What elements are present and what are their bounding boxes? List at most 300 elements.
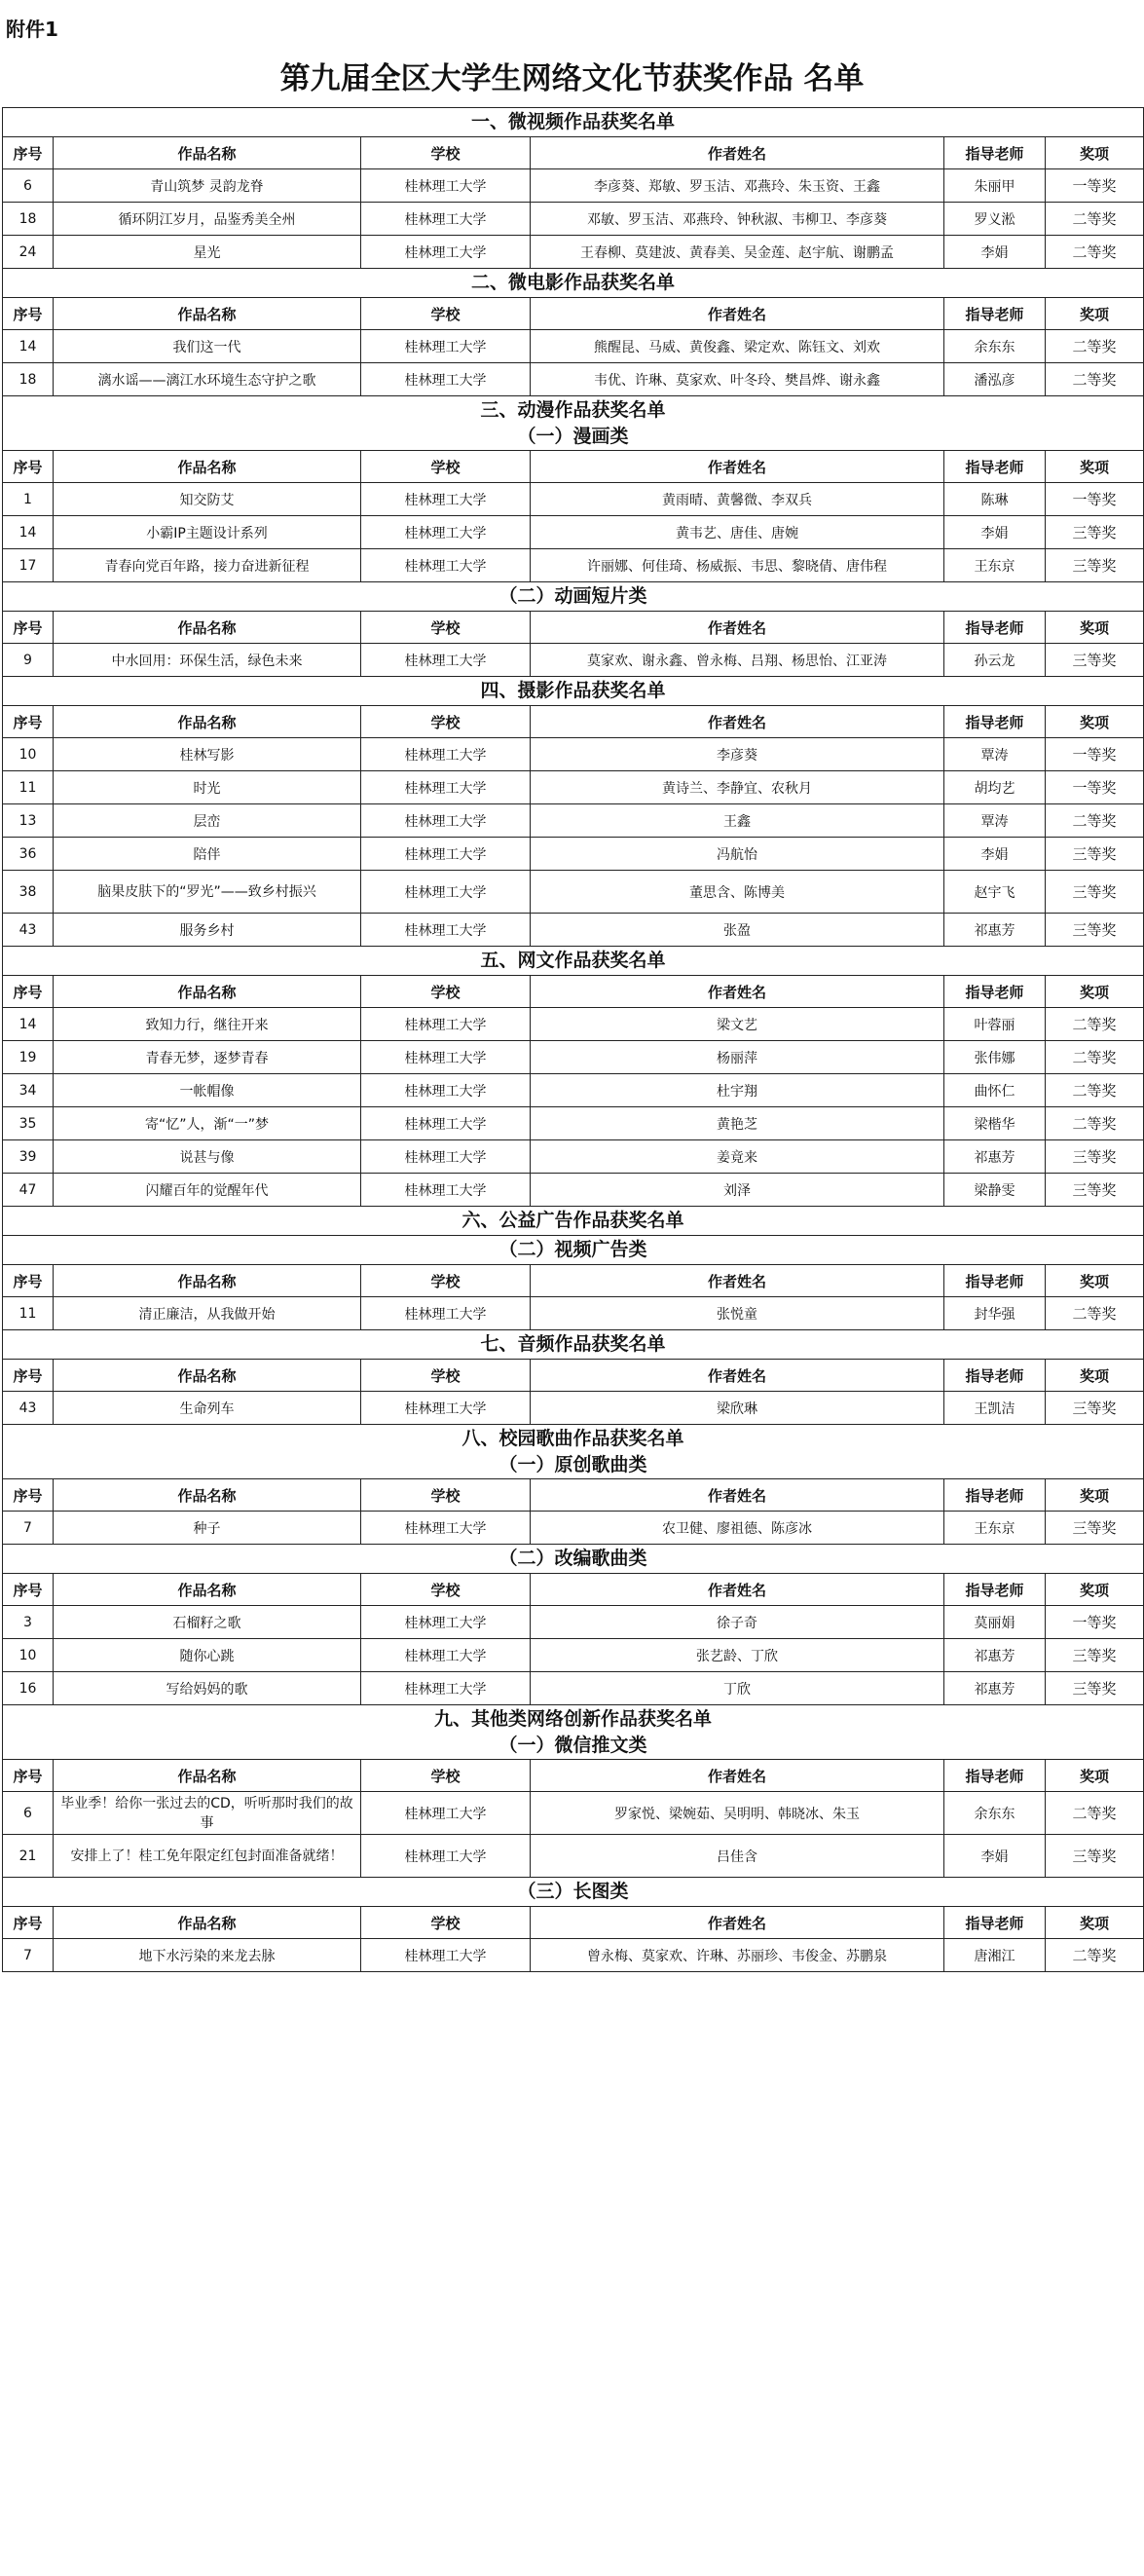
school: 桂林理工大学 [361,1297,531,1330]
section-title-row [3,947,1144,976]
work-title: 寄“忆”人，渐“一”梦 [54,1107,361,1140]
advisor: 余东东 [944,1792,1046,1835]
row-number: 13 [3,804,54,838]
work-title: 桂林写影 [54,738,361,771]
school: 桂林理工大学 [361,914,531,947]
table-row [3,1392,1144,1425]
award: 二等奖 [1046,1008,1144,1041]
section-title-row [3,108,1144,137]
header-advisor: 指导老师 [944,1907,1046,1939]
school: 桂林理工大学 [361,549,531,582]
header-work-title: 作品名称 [54,1907,361,1939]
work-title: 中水回用：环保生活，绿色未来 [54,644,361,677]
section-title-row [3,396,1144,451]
work-title: 漓水谣——漓江水环境生态守护之歌 [54,363,361,396]
row-number: 34 [3,1074,54,1107]
header-school: 学校 [361,1265,531,1297]
table-row [3,1939,1144,1972]
authors: 张艺龄、丁欣 [531,1639,944,1672]
section-title-line: （二）视频广告类 [498,1239,647,1260]
header-number: 序号 [3,612,54,644]
award: 三等奖 [1046,1392,1144,1425]
section-title-line: （二）动画短片类 [498,585,647,607]
section-title-row [3,1705,1144,1760]
header-number: 序号 [3,976,54,1008]
authors: 韦优、许琳、莫家欢、叶冬玲、樊昌烨、谢永鑫 [531,363,944,396]
section-title [3,582,1144,612]
table-row [3,363,1144,396]
section-title-row [3,677,1144,706]
header-award: 奖项 [1046,451,1144,483]
award: 一等奖 [1046,483,1144,516]
advisor: 李娟 [944,236,1046,269]
school: 桂林理工大学 [361,1008,531,1041]
award-table [2,107,1144,1972]
advisor: 莫丽娟 [944,1606,1046,1639]
table-row [3,1074,1144,1107]
header-advisor: 指导老师 [944,1574,1046,1606]
header-work-title: 作品名称 [54,1760,361,1792]
work-title: 安排上了！桂工免年限定红包封面准备就绪！ [54,1835,361,1878]
row-number: 35 [3,1107,54,1140]
authors: 刘泽 [531,1174,944,1207]
header-award: 奖项 [1046,612,1144,644]
work-title: 说甚与像 [54,1140,361,1174]
award: 二等奖 [1046,804,1144,838]
award: 一等奖 [1046,169,1144,203]
advisor: 孙云龙 [944,644,1046,677]
header-authors: 作者姓名 [531,1907,944,1939]
header-school: 学校 [361,1574,531,1606]
work-title: 陪伴 [54,838,361,871]
school: 桂林理工大学 [361,516,531,549]
row-number: 6 [3,1792,54,1835]
section-title-row [3,1425,1144,1479]
section-title-row [3,1330,1144,1360]
section-title [3,1705,1144,1760]
work-title: 地下水污染的来龙去脉 [54,1939,361,1972]
authors: 董思含、陈博美 [531,871,944,914]
section-title-line: 四、摄影作品获奖名单 [480,680,666,701]
header-authors: 作者姓名 [531,1360,944,1392]
authors: 黄诗兰、李静宜、农秋月 [531,771,944,804]
column-header-row [3,706,1144,738]
section-title [3,1207,1144,1236]
header-authors: 作者姓名 [531,612,944,644]
school: 桂林理工大学 [361,1074,531,1107]
school: 桂林理工大学 [361,236,531,269]
section-title [3,108,1144,137]
advisor: 李娟 [944,1835,1046,1878]
authors: 杜宇翔 [531,1074,944,1107]
table-row [3,516,1144,549]
header-number: 序号 [3,1265,54,1297]
section-title-row [3,1207,1144,1236]
row-number: 24 [3,236,54,269]
row-number: 18 [3,363,54,396]
header-number: 序号 [3,1574,54,1606]
header-award: 奖项 [1046,137,1144,169]
column-header-row [3,1574,1144,1606]
table-row [3,1672,1144,1705]
authors: 邓敏、罗玉洁、邓燕玲、钟秋淑、韦柳卫、李彦葵 [531,203,944,236]
school: 桂林理工大学 [361,1107,531,1140]
section-title-line: 一、微视频作品获奖名单 [471,111,676,132]
section-title [3,1236,1144,1265]
header-authors: 作者姓名 [531,706,944,738]
authors: 罗家悦、梁婉茹、吴明明、韩晓冰、朱玉 [531,1792,944,1835]
header-award: 奖项 [1046,1479,1144,1512]
header-number: 序号 [3,1360,54,1392]
header-number: 序号 [3,1479,54,1512]
row-number: 19 [3,1041,54,1074]
column-header-row [3,1479,1144,1512]
authors: 黄艳芝 [531,1107,944,1140]
header-advisor: 指导老师 [944,137,1046,169]
column-header-row [3,1265,1144,1297]
header-work-title: 作品名称 [54,976,361,1008]
authors: 王鑫 [531,804,944,838]
row-number: 3 [3,1606,54,1639]
work-title: 星光 [54,236,361,269]
work-title: 随你心跳 [54,1639,361,1672]
section-title-row [3,1545,1144,1574]
column-header-row [3,612,1144,644]
award: 二等奖 [1046,1792,1144,1835]
table-row [3,1297,1144,1330]
header-authors: 作者姓名 [531,298,944,330]
row-number: 7 [3,1939,54,1972]
header-award: 奖项 [1046,1907,1144,1939]
table-row [3,1606,1144,1639]
header-authors: 作者姓名 [531,976,944,1008]
row-number: 9 [3,644,54,677]
work-title: 生命列车 [54,1392,361,1425]
work-title: 服务乡村 [54,914,361,947]
section-title [3,1425,1144,1479]
table-row [3,1041,1144,1074]
table-row [3,838,1144,871]
award: 三等奖 [1046,1672,1144,1705]
authors: 许丽娜、何佳琦、杨威振、韦思、黎晓倩、唐伟程 [531,549,944,582]
table-row [3,1107,1144,1140]
advisor: 梁静雯 [944,1174,1046,1207]
work-title: 写给妈妈的歌 [54,1672,361,1705]
award: 二等奖 [1046,203,1144,236]
section-title-line: 八、校园歌曲作品获奖名单 [461,1427,684,1449]
advisor: 曲怀仁 [944,1074,1046,1107]
table-row [3,1140,1144,1174]
header-number: 序号 [3,706,54,738]
work-title: 脑果皮肤下的“罗光”——致乡村振兴 [54,871,361,914]
header-school: 学校 [361,976,531,1008]
section-title-line: 七、音频作品获奖名单 [480,1333,666,1355]
header-school: 学校 [361,1360,531,1392]
header-number: 序号 [3,451,54,483]
column-header-row [3,1907,1144,1939]
award: 三等奖 [1046,1174,1144,1207]
section-title-line: （三）长图类 [517,1881,629,1902]
row-number: 14 [3,330,54,363]
school: 桂林理工大学 [361,1140,531,1174]
header-school: 学校 [361,1907,531,1939]
authors: 徐子奇 [531,1606,944,1639]
header-advisor: 指导老师 [944,976,1046,1008]
header-authors: 作者姓名 [531,137,944,169]
advisor: 李娟 [944,838,1046,871]
school: 桂林理工大学 [361,203,531,236]
authors: 梁欣琳 [531,1392,944,1425]
header-school: 学校 [361,612,531,644]
header-school: 学校 [361,451,531,483]
advisor: 覃涛 [944,804,1046,838]
row-number: 14 [3,516,54,549]
header-advisor: 指导老师 [944,298,1046,330]
authors: 姜竟来 [531,1140,944,1174]
section-title [3,396,1144,451]
row-number: 14 [3,1008,54,1041]
authors: 黄雨晴、黄馨微、李双兵 [531,483,944,516]
column-header-row [3,298,1144,330]
section-title-line: 三、动漫作品获奖名单 [480,398,666,421]
row-number: 6 [3,169,54,203]
award: 二等奖 [1046,1041,1144,1074]
section-title-line: （一）漫画类 [517,425,629,447]
table-row [3,483,1144,516]
school: 桂林理工大学 [361,838,531,871]
header-advisor: 指导老师 [944,1760,1046,1792]
award: 三等奖 [1046,1835,1144,1878]
header-authors: 作者姓名 [531,1574,944,1606]
header-school: 学校 [361,1760,531,1792]
table-row [3,203,1144,236]
work-title: 清正廉洁，从我做开始 [54,1297,361,1330]
work-title: 我们这一代 [54,330,361,363]
header-work-title: 作品名称 [54,612,361,644]
header-award: 奖项 [1046,298,1144,330]
table-row [3,738,1144,771]
award: 一等奖 [1046,738,1144,771]
section-title-line: 九、其他类网络创新作品获奖名单 [434,1707,713,1730]
school: 桂林理工大学 [361,644,531,677]
header-work-title: 作品名称 [54,706,361,738]
column-header-row [3,1360,1144,1392]
school: 桂林理工大学 [361,1606,531,1639]
award: 一等奖 [1046,771,1144,804]
header-authors: 作者姓名 [531,1760,944,1792]
table-row [3,771,1144,804]
school: 桂林理工大学 [361,1174,531,1207]
authors: 莫家欢、谢永鑫、曾永梅、吕翔、杨思怡、江亚涛 [531,644,944,677]
table-row [3,1174,1144,1207]
work-title: 青山筑梦 灵韵龙脊 [54,169,361,203]
authors: 农卫健、廖祖德、陈彦冰 [531,1512,944,1545]
section-title [3,269,1144,298]
section-title-line: 二、微电影作品获奖名单 [471,272,676,293]
advisor: 封华强 [944,1297,1046,1330]
work-title: 致知力行，继往开来 [54,1008,361,1041]
header-work-title: 作品名称 [54,1479,361,1512]
table-row [3,236,1144,269]
header-work-title: 作品名称 [54,137,361,169]
advisor: 祁惠芳 [944,1140,1046,1174]
award: 三等奖 [1046,1512,1144,1545]
table-row [3,1792,1144,1835]
header-authors: 作者姓名 [531,451,944,483]
section-title-line: （一）原创歌曲类 [498,1453,647,1475]
section-title [3,1545,1144,1574]
header-school: 学校 [361,137,531,169]
authors: 张悦童 [531,1297,944,1330]
advisor: 祁惠芳 [944,1639,1046,1672]
header-advisor: 指导老师 [944,612,1046,644]
authors: 曾永梅、莫家欢、许琳、苏丽珍、韦俊金、苏鹏泉 [531,1939,944,1972]
section-title-line: 六、公益广告作品获奖名单 [461,1210,684,1231]
header-authors: 作者姓名 [531,1265,944,1297]
school: 桂林理工大学 [361,363,531,396]
header-award: 奖项 [1046,1265,1144,1297]
advisor: 余东东 [944,330,1046,363]
award: 二等奖 [1046,1074,1144,1107]
section-title-line: 五、网文作品获奖名单 [480,950,666,971]
school: 桂林理工大学 [361,1792,531,1835]
header-school: 学校 [361,1479,531,1512]
header-school: 学校 [361,706,531,738]
advisor: 朱丽甲 [944,169,1046,203]
advisor: 李娟 [944,516,1046,549]
award: 一等奖 [1046,1606,1144,1639]
table-row [3,549,1144,582]
row-number: 11 [3,771,54,804]
row-number: 1 [3,483,54,516]
school: 桂林理工大学 [361,169,531,203]
row-number: 7 [3,1512,54,1545]
row-number: 16 [3,1672,54,1705]
row-number: 17 [3,549,54,582]
header-school: 学校 [361,298,531,330]
work-title: 一帐帽像 [54,1074,361,1107]
row-number: 36 [3,838,54,871]
header-number: 序号 [3,298,54,330]
advisor: 陈琳 [944,483,1046,516]
award: 三等奖 [1046,549,1144,582]
school: 桂林理工大学 [361,738,531,771]
work-title: 时光 [54,771,361,804]
school: 桂林理工大学 [361,330,531,363]
advisor: 赵宇飞 [944,871,1046,914]
authors: 李彦葵、郑敏、罗玉洁、邓燕玲、朱玉资、王鑫 [531,169,944,203]
column-header-row [3,976,1144,1008]
header-award: 奖项 [1046,1574,1144,1606]
section-title [3,677,1144,706]
table-row [3,1008,1144,1041]
table-row [3,644,1144,677]
table-row [3,1512,1144,1545]
school: 桂林理工大学 [361,483,531,516]
table-row [3,1639,1144,1672]
advisor: 王东京 [944,549,1046,582]
authors: 熊醒昆、马威、黄俊鑫、梁定欢、陈钰文、刘欢 [531,330,944,363]
authors: 王春柳、莫建波、黄春美、吴金莲、赵宇航、谢鹏孟 [531,236,944,269]
row-number: 11 [3,1297,54,1330]
header-award: 奖项 [1046,1760,1144,1792]
header-award: 奖项 [1046,976,1144,1008]
award: 三等奖 [1046,838,1144,871]
header-number: 序号 [3,1760,54,1792]
header-advisor: 指导老师 [944,1479,1046,1512]
award: 三等奖 [1046,871,1144,914]
header-work-title: 作品名称 [54,1360,361,1392]
award-list [2,107,1143,1972]
advisor: 唐湘江 [944,1939,1046,1972]
table-row [3,1835,1144,1878]
header-number: 序号 [3,1907,54,1939]
advisor: 潘泓彦 [944,363,1046,396]
work-title: 小霸IP主题设计系列 [54,516,361,549]
advisor: 祁惠芳 [944,914,1046,947]
award: 二等奖 [1046,236,1144,269]
row-number: 39 [3,1140,54,1174]
header-work-title: 作品名称 [54,451,361,483]
header-work-title: 作品名称 [54,298,361,330]
award: 三等奖 [1046,516,1144,549]
authors: 李彦葵 [531,738,944,771]
work-title: 种子 [54,1512,361,1545]
attachment-label: 附件1 [6,18,58,41]
row-number: 38 [3,871,54,914]
header-advisor: 指导老师 [944,451,1046,483]
header-authors: 作者姓名 [531,1479,944,1512]
advisor: 梁楷华 [944,1107,1046,1140]
school: 桂林理工大学 [361,1939,531,1972]
advisor: 胡均艺 [944,771,1046,804]
document-title: 第九届全区大学生网络文化节获奖作品 名单 [279,61,865,96]
authors: 张盈 [531,914,944,947]
award: 三等奖 [1046,914,1144,947]
section-title-row [3,1236,1144,1265]
advisor: 覃涛 [944,738,1046,771]
advisor: 罗义淞 [944,203,1046,236]
column-header-row [3,451,1144,483]
authors: 杨丽萍 [531,1041,944,1074]
section-title-row [3,582,1144,612]
column-header-row [3,137,1144,169]
school: 桂林理工大学 [361,1639,531,1672]
advisor: 张伟娜 [944,1041,1046,1074]
table-row [3,914,1144,947]
school: 桂林理工大学 [361,804,531,838]
row-number: 47 [3,1174,54,1207]
advisor: 叶蓉丽 [944,1008,1046,1041]
header-number: 序号 [3,137,54,169]
row-number: 43 [3,914,54,947]
table-row [3,169,1144,203]
award: 二等奖 [1046,1297,1144,1330]
work-title: 青春向党百年路，接力奋进新征程 [54,549,361,582]
school: 桂林理工大学 [361,1041,531,1074]
table-row [3,804,1144,838]
row-number: 21 [3,1835,54,1878]
header-award: 奖项 [1046,1360,1144,1392]
row-number: 18 [3,203,54,236]
row-number: 10 [3,1639,54,1672]
award: 三等奖 [1046,1140,1144,1174]
award: 三等奖 [1046,1639,1144,1672]
work-title: 知交防艾 [54,483,361,516]
work-title: 循环阴江岁月，品鉴秀美全州 [54,203,361,236]
header-work-title: 作品名称 [54,1574,361,1606]
work-title: 青春无梦，逐梦青春 [54,1041,361,1074]
